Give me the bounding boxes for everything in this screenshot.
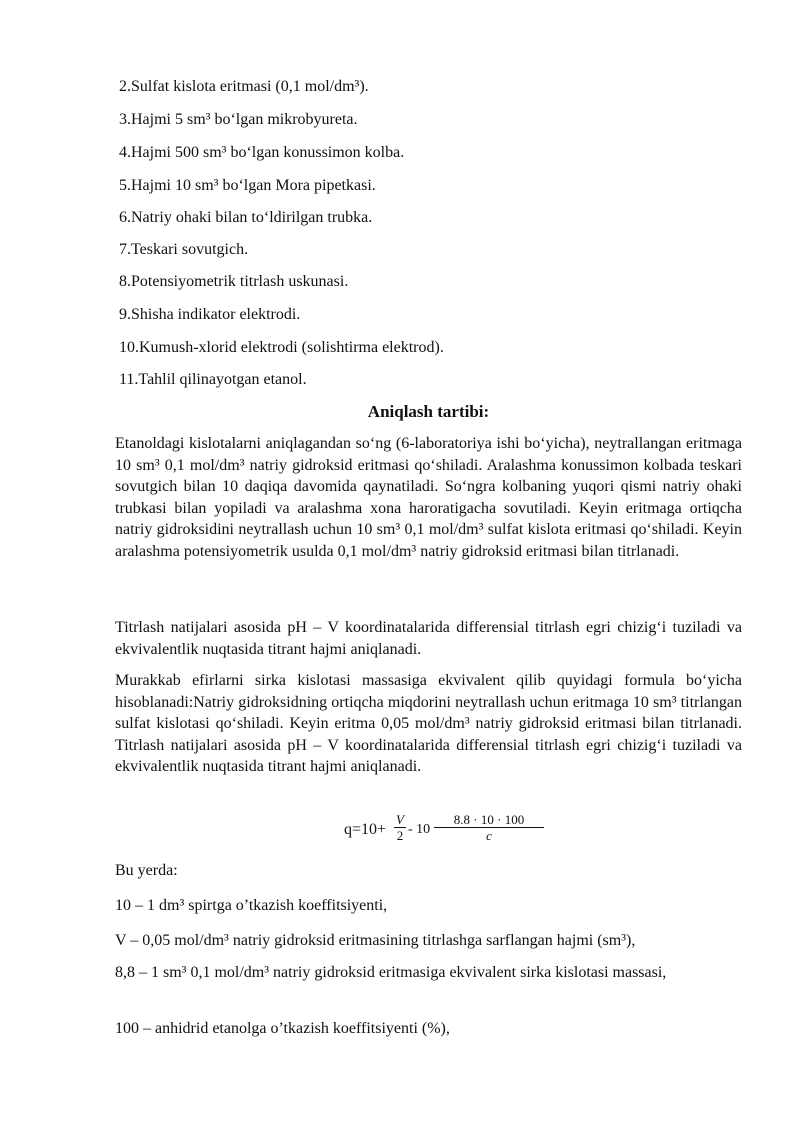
list-item: 11.Tahlil qilinayotgan etanol. — [119, 371, 307, 388]
list-item: 3.Hajmi 5 sm³ bo‘lgan mikrobyureta. — [119, 111, 358, 128]
formula-denominator: 2 — [396, 828, 404, 843]
formula-minus: - 10 — [408, 822, 431, 837]
list-item: 10.Kumush-xlorid elektrodi (solishtirma elektrod). — [119, 339, 444, 356]
section-heading: Aniqlash tartibi: — [367, 402, 490, 421]
definition-item: 100 – anhidrid etanolga o’tkazish koeffitsiyenti (%), — [115, 1020, 450, 1037]
list-item: 2.Sulfat kislota eritmasi (0,1 mol/dm³). — [119, 78, 369, 95]
procedure-paragraph: Etanoldagi kislotalarni aniqlagandan so‘ng (6-laboratoriya ishi bo‘yicha), neytrallangan eritmaga 10 sm³ 0,1 mol/dm³ natriy gidroksid eritmasi qo‘shiladi. Aralashma konussimon kolbada teskari sovutgich bilan 10 daqiqa davomida qaynatiladi. So‘ngra kolbaning yuqori qismi natriy ohaki trubkasi bilan yopiladi va aralashma xona haroratigacha sovutiladi. Keyin eritmaga ortiqcha natriy gidroksidini neytrallash uchun 10 sm³ 0,1 mol/dm³ sulfat kislota eritmasi qo‘shiladi. Keyin aralashma potensiyometrik usulda 0,1 mol/dm³ natriy gidroksid eritmasi bilan titrlanadi. — [115, 435, 742, 560]
calculation-paragraph: Murakkab efirlarni sirka kislotasi massasiga ekvivalent qilib quyidagi formula bo‘yicha hisoblanadi:Natriy gidroksidning ortiqcha miqdorini neytrallash uchun eritmaga 10 sm³ titrlangan sulfat kislotasi qo‘shiladi. Keyin eritma 0,05 mol/dm³ natriy gidroksid eritmasi bilan titrlanadi. Titrlash natijalari asosida pH – V koordinatalarida differensial titrlash egri chizig‘i tuziladi va ekvivalentlik nuqtasida titrant hajmi aniqlanadi. — [115, 672, 742, 776]
formula-fraction-v — [394, 812, 406, 843]
formula-fraction-main — [434, 812, 544, 843]
list-item: 6.Natriy ohaki bilan to‘ldirilgan trubka. — [119, 209, 373, 226]
list-item: 4.Hajmi 500 sm³ bo‘lgan konussimon kolba. — [119, 144, 405, 161]
list-item: 5.Hajmi 10 sm³ bo‘lgan Mora pipetkasi. — [119, 177, 376, 194]
formula-numerator: 8.8 · 10 · 100 — [453, 812, 525, 827]
definition-item: 8,8 – 1 sm³ 0,1 mol/dm³ natriy gidroksid eritmasiga ekvivalent sirka kislotasi massasi, — [115, 964, 667, 981]
formula-denominator: c — [486, 828, 492, 843]
list-item: 9.Shisha indikator elektrodi. — [119, 306, 301, 323]
list-item: 8.Potensiyometrik titrlash uskunasi. — [119, 273, 349, 290]
formula-numerator: V — [396, 812, 404, 827]
definition-item: V – 0,05 mol/dm³ natriy gidroksid eritmasining titrlashga sarflangan hajmi (sm³), — [115, 932, 636, 949]
formula-lhs: q=10+ — [344, 821, 387, 838]
list-item: 7.Teskari sovutgich. — [119, 241, 249, 258]
where-label: Bu yerda: — [115, 862, 178, 879]
curve-paragraph: Titrlash natijalari asosida pH – V koordinatalarida differensial titrlash egri chizig‘i tuziladi va ekvivalentlik nuqtasida titrant hajmi aniqlanadi. — [115, 619, 742, 658]
definition-item: 10 – 1 dm³ spirtga o’tkazish koeffitsiyenti, — [115, 897, 388, 914]
